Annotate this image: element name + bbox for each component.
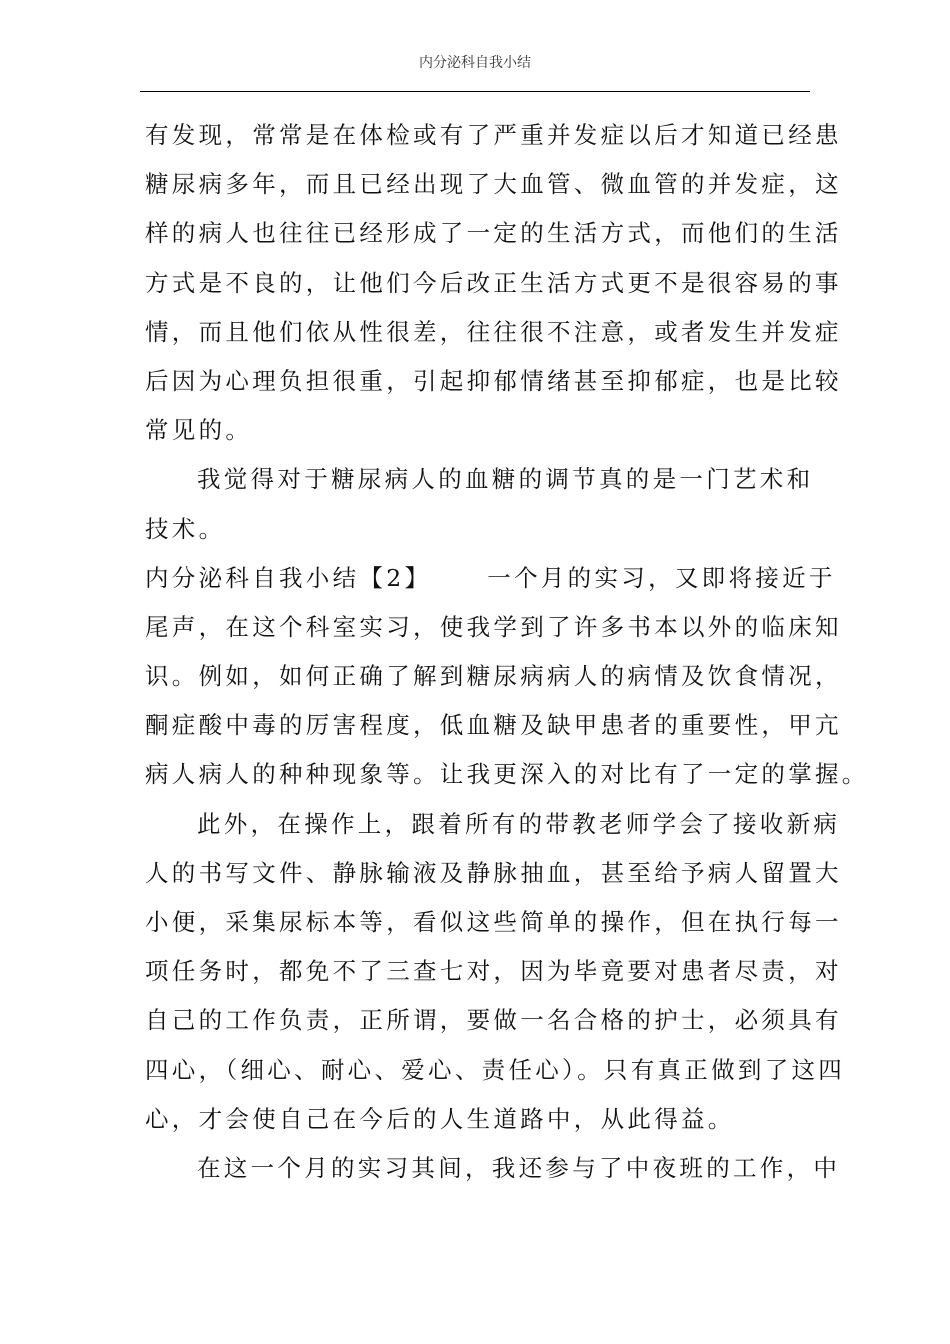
section-first-text: 一个月的实习，又即将接近于: [487, 563, 836, 592]
text-line: 小便，采集尿标本等，看似这些简单的操作，但在执行每一: [145, 908, 842, 936]
text-line: 病人病人的种种现象等。让我更深入的对比有了一定的掌握。: [145, 760, 869, 789]
text-line: 自己的工作负责，正所谓，要做一名合格的护士，必须具有: [145, 1006, 842, 1035]
paragraph-start-line: 在这一个月的实习其间，我还参与了中夜班的工作，中: [197, 1153, 841, 1182]
paragraph-start-line: 此外，在操作上，跟着所有的带教老师学会了接收新病: [197, 809, 841, 838]
text-line: 项任务时，都免不了三查七对，因为毕竟要对患者尽责，对: [145, 957, 842, 986]
document-body: [145, 111, 869, 1193]
header-divider: [140, 91, 810, 92]
section-title: 内分泌科自我小结【2】: [145, 563, 432, 592]
text-line: 酮症酸中毒的厉害程度，低血糖及缺甲患者的重要性，甲亢: [145, 711, 842, 740]
text-line: 糖尿病多年，而且已经出现了大血管、微血管的并发症，这: [145, 170, 842, 199]
text-line: 人的书写文件、静脉输液及静脉抽血，甚至给予病人留置大: [145, 858, 842, 887]
section-heading-line: [145, 554, 836, 603]
text-line: 情，而且他们依从性很差，往往很不注意，或者发生并发症: [145, 317, 842, 346]
text-line: 识。例如，如何正确了解到糖尿病病人的病情及饮食情况，: [145, 662, 842, 691]
text-line: 技术。: [145, 514, 226, 543]
text-line: 方式是不良的，让他们今后改正生活方式更不是很容易的事: [145, 268, 842, 297]
text-line: 后因为心理负担很重，引起抑郁情绪甚至抑郁症，也是比较: [145, 366, 842, 395]
text-line: 样的病人也往往已经形成了一定的生活方式，而他们的生活: [145, 219, 842, 248]
text-line: 尾声，在这个科室实习，使我学到了许多书本以外的临床知: [145, 612, 842, 641]
paragraph-start-line: 我觉得对于糖尿病人的血糖的调节真的是一门艺术和: [197, 465, 814, 494]
text-line: 常见的。: [145, 416, 253, 445]
text-line: 有发现，常常是在体检或有了严重并发症以后才知道已经患: [145, 121, 842, 149]
running-header: 内分泌科自我小结: [419, 55, 531, 71]
text-line: 心，才会使自己在今后的人生道路中，从此得益。: [145, 1104, 735, 1133]
text-line: 四心，（细心、耐心、爱心、责任心）。只有真正做到了这四: [145, 1055, 846, 1084]
